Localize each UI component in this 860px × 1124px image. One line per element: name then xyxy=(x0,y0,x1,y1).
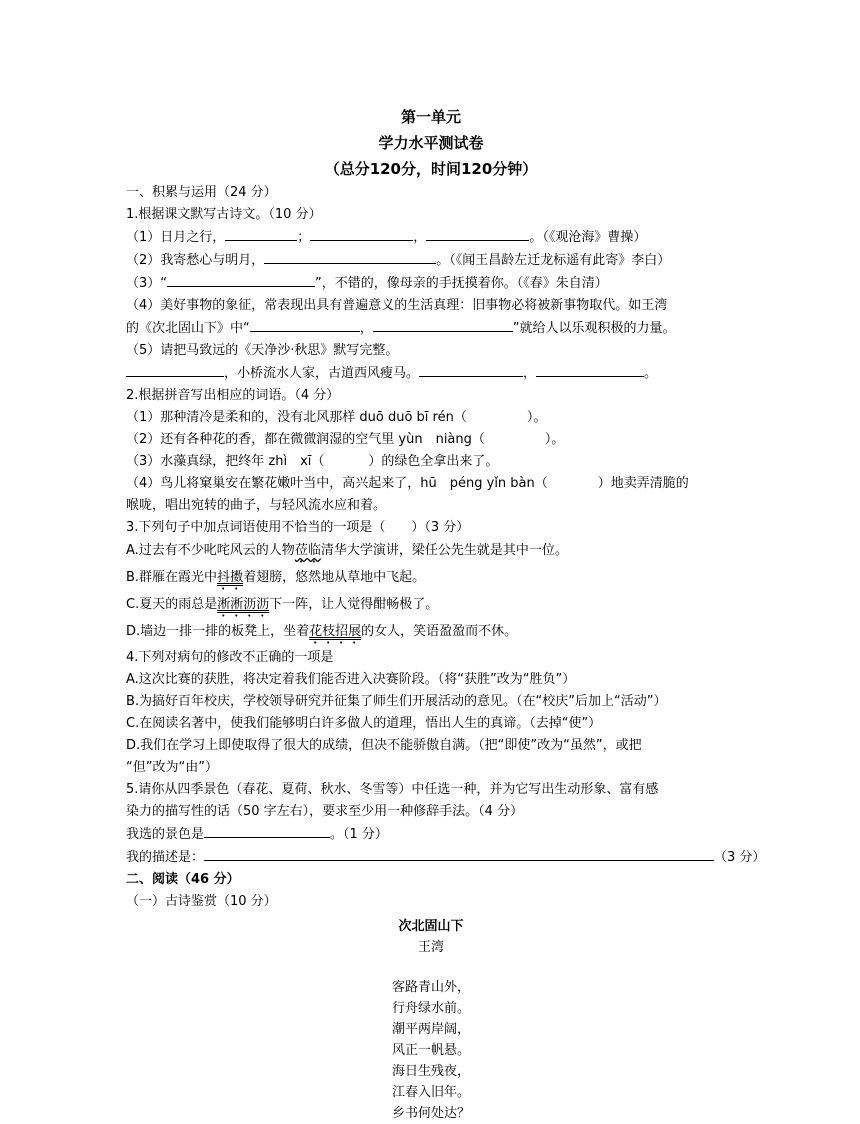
q4-option-c[interactable]: C.在阅读名著中，使我们能够明白许多做人的道理，悟出人生的真谛。（去掉“使”） xyxy=(126,716,602,731)
q3-stem: 3.下列句子中加点词语使用不恰当的一项是（ ）（3 分） xyxy=(126,520,470,535)
q3-option-b[interactable]: B.群雁在霞光中抖擞着翅膀，悠然地从草地中飞起。 xyxy=(126,570,426,585)
poem-line: 客路青山外， xyxy=(391,980,470,995)
answer-blank[interactable] xyxy=(310,226,413,241)
marked-word: 花枝招展 xyxy=(309,624,362,639)
q1-item-5-blanks: ，小桥流水人家，古道西风瘦马。 ， 。 xyxy=(126,362,736,385)
q5-choose: 我选的景色是 。（1 分） xyxy=(126,823,736,846)
q4-option-b[interactable]: B.为搞好百年校庆，学校领导研究并征集了师生们开展活动的意见。（在“校庆”后加上“活动”） xyxy=(126,694,667,709)
q4-option-d[interactable]: D.我们在学习上即使取得了很大的成绩，但决不能骄傲自满。（把“即使”改为“虽然”，或把 xyxy=(126,738,642,753)
q4-option-a[interactable]: A.这次比赛的获胜，将决定着我们能否进入决赛阶段。（将“获胜”改为“胜负”） xyxy=(126,672,576,687)
poem-line: 风正一帆悬。 xyxy=(391,1043,470,1058)
answer-blank[interactable] xyxy=(426,226,529,241)
q5-describe: 我的描述是： （3 分） xyxy=(126,846,736,869)
q1-item-1: （1）日月之行， ； ， 。（《观沧海》曹操） xyxy=(126,226,736,249)
poem-line: 海日生残夜， xyxy=(391,1064,470,1079)
poem-line: 乡书何处达？ xyxy=(391,1106,470,1121)
poem-author: 王湾 xyxy=(417,940,444,955)
answer-blank[interactable] xyxy=(167,272,315,287)
section-2-heading: 二、阅读（46 分） xyxy=(126,872,240,887)
q2-item-1: （1）那种清冷是柔和的，没有北风那样 duō duō bī rén（ ）。 xyxy=(126,410,547,425)
q4-option-d-cont: “但”改为“由”） xyxy=(126,760,218,775)
poem-line: 行舟绿水前。 xyxy=(391,1001,470,1016)
q1-stem: 1.根据课文默写古诗文。（10 分） xyxy=(126,207,322,222)
q2-item-3: （3）水藻真绿，把终年 zhì xī（ ）的绿色全拿出来了。 xyxy=(126,454,499,469)
q2-item-4-cont: 喉咙，唱出宛转的曲子，与轻风流水应和着。 xyxy=(126,498,387,513)
answer-blank[interactable] xyxy=(250,317,360,332)
exam-subtitle: （总分120分，时间120分钟） xyxy=(324,160,538,178)
q1-item-4-line2: 的《次北固山下》中“ ， ”就给人以乐观积极的力量。 xyxy=(126,317,736,340)
q2-item-2: （2）还有各种花的香，都在微微润湿的空气里 yùn niàng（ ）。 xyxy=(126,432,565,447)
q4-stem: 4.下列对病句的修改不正确的一项是 xyxy=(126,650,334,665)
section-2-sub1: （一）古诗鉴赏（10 分） xyxy=(126,894,277,909)
poem-body xyxy=(126,977,736,1124)
q3-option-c[interactable]: C.夏天的雨总是淅淅沥沥下一阵，让人觉得酣畅极了。 xyxy=(126,597,439,612)
answer-blank[interactable] xyxy=(419,362,523,377)
poem-line: 江春入旧年。 xyxy=(391,1085,470,1100)
answer-blank[interactable] xyxy=(536,362,644,377)
q1-item-5: （5）请把马致远的《天净沙·秋思》默写完整。 xyxy=(126,343,399,358)
answer-blank[interactable] xyxy=(204,823,330,838)
q1-item-2: （2）我寄愁心与明月， 。（《闻王昌龄左迁龙标遥有此寄》李白） xyxy=(126,249,736,272)
answer-blank[interactable] xyxy=(225,226,297,241)
answer-blank[interactable] xyxy=(264,249,436,264)
answer-blank[interactable] xyxy=(373,317,513,332)
q1-item-4-line1: （4）美好事物的象征，常表现出具有普遍意义的生活真理：旧事物必将被新事物取代。如王湾 xyxy=(126,298,668,313)
marked-word: 莅临 xyxy=(294,543,321,558)
q2-stem: 2.根据拼音写出相应的词语。（4 分） xyxy=(126,388,340,403)
exam-title: 学力水平测试卷 xyxy=(378,134,484,152)
answer-blank[interactable] xyxy=(204,846,714,861)
poem-line: 潮平两岸阔， xyxy=(391,1022,470,1037)
q5-stem-cont: 染力的描写性的话（50 字左右），要求至少用一种修辞手法。（4 分） xyxy=(126,804,524,819)
exam-page xyxy=(126,0,766,1124)
q2-item-4: （4）鸟儿将窠巢安在繁花嫩叶当中，高兴起来了，hū péng yǐn bàn（ ）地卖弄清脆的 xyxy=(126,476,689,491)
q3-option-a[interactable]: A.过去有不少叱咤风云的人物莅临清华大学演讲，梁任公先生就是其中一位。 xyxy=(126,543,568,558)
q5-stem: 5.请你从四季景色（春花、夏荷、秋水、冬雪等）中任选一种，并为它写出生动形象、富有感 xyxy=(126,782,659,797)
marked-word: 淅淅沥沥 xyxy=(217,597,270,612)
poem-title: 次北固山下 xyxy=(398,919,464,934)
q3-option-d[interactable]: D.墙边一排一排的板凳上，坐着花枝招展的女人，笑语盈盈而不休。 xyxy=(126,624,518,639)
answer-blank[interactable] xyxy=(126,362,224,377)
unit-title: 第一单元 xyxy=(400,108,461,126)
section-1-heading: 一、积累与运用（24 分） xyxy=(126,185,277,200)
q1-item-3: （3）“ ”，不错的，像母亲的手抚摸着你。（《春》朱自清） xyxy=(126,272,736,295)
marked-word: 抖擞 xyxy=(217,570,244,585)
